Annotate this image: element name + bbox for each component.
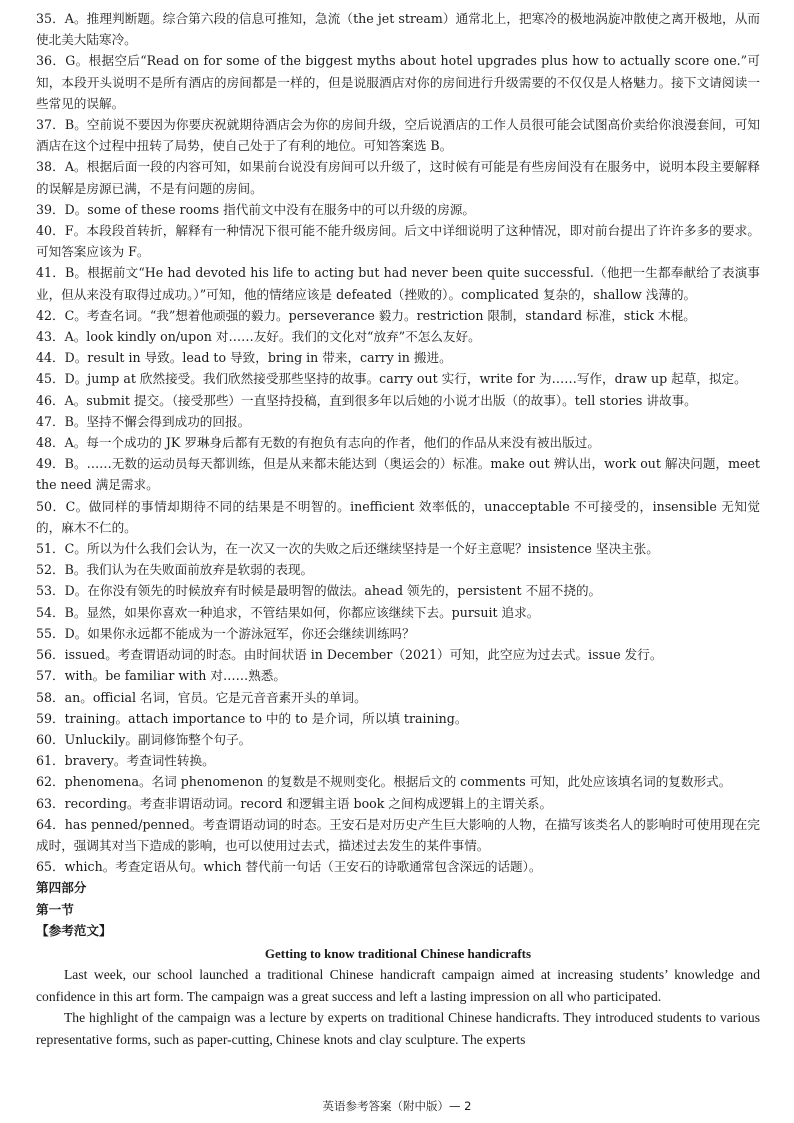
answer-item: 44．D。result in 导致。lead to 导致，bring in 带来，carry in 搬进。 (36, 350, 452, 366)
answer-item: 61．bravery。考查词性转换。 (36, 753, 215, 769)
answer-key-page (36, 8, 760, 1050)
essay-title: Getting to know traditional Chinese handicrafts (264, 945, 532, 961)
answer-item: 63．recording。考查非谓语动词。record 和逻辑主语 book 之间构成逻辑上的主谓关系。 (36, 795, 553, 811)
answer-item: 49．B。……无数的运动员每天都训练，但是从来都未能达到（奥运会的）标准。make out 辨认出，work out 解决问题，meet the need 满足需求。 (36, 456, 760, 493)
answer-item: 54．B。显然，如果你喜欢一种追求，不管结果如何，你都应该继续下去。pursuit 追求。 (36, 604, 540, 620)
answer-item: 40．F。本段段首转折，解释有一种情况下很可能不能升级房间。后文中详细说明了这种情况，即对前台提出了许许多多的要求。可知答案应该为 F。 (36, 223, 760, 260)
answer-item: 46．A。submit 提交。（接受那些）一直坚持投稿，直到很多年以后她的小说才出版（的故事）。tell stories 讲故事。 (36, 392, 697, 408)
answer-list (36, 8, 760, 877)
answer-item: 36．G。根据空后“Read on for some of the biggest myths about hotel upgrades plus how to actually score one.”可知，本段开头说明不是所有酒店的房间都是一样的，但是说服酒店对你的房间进行升级需要的不仅仅是人格魅力。接下文请阅读一些常见的误解。 (36, 53, 760, 111)
answer-item: 59．training。attach importance to 中的 to 是介词，所以填 training。 (36, 710, 468, 726)
answer-item: 39．D。some of these rooms 指代前文中没有在服务中的可以升级的房源。 (36, 201, 476, 217)
answer-item: 64．has penned/penned。考查谓语动词的时态。王安石是对历史产生巨大影响的人物，在描写该类名人的影响时可使用现在完成时，强调其对当下造成的影响，也可以使用过去式，描述过去发生的某件事情。 (36, 816, 760, 853)
answer-item: 50．C。做同样的事情却期待不同的结果是不明智的。inefficient 效率低的，unacceptable 不可接受的，insensible 无知觉的，麻木不仁的。 (36, 498, 760, 535)
section-part-heading: 第四部分 (36, 880, 87, 896)
answer-item: 58．an。official 名词，官员。它是元音音素开头的单词。 (36, 689, 367, 705)
answer-item: 43．A。look kindly on/upon 对……友好。我们的文化对“放弃”不怎么友好。 (36, 329, 481, 345)
answer-item: 38．A。根据后面一段的内容可知，如果前台说没有房间可以升级了，这时候有可能是有些房间没有在服务中，说明本段主要解释的误解是房源已满，不是有问题的房间。 (36, 159, 760, 196)
answer-item: 56．issued。考查谓语动词的时态。由时间状语 in December（2021）可知，此空应为过去式。issue 发行。 (36, 647, 663, 663)
sample-essay (36, 943, 760, 1050)
section-subsection-heading: 第一节 (36, 901, 74, 917)
answer-item: 57．with。be familiar with 对……熟悉。 (36, 668, 286, 684)
answer-item: 41．B。根据前文“He had devoted his life to acting but had never been quite successful.（他把一生都奉献给了表演事业，但从来没有取得过成功。）”可知，他的情绪应该是 defeated（挫败的）。complicated 复杂的，shallow 浅薄的。 (36, 265, 760, 302)
essay-paragraph: The highlight of the campaign was a lecture by experts on traditional Chinese handicrafts. They introduced students to various representative forms, such as paper-cutting, Chinese knots and clay sculpture. The experts (36, 1010, 760, 1047)
answer-item: 42．C。考查名词。“我”想着他顽强的毅力。perseverance 毅力。restriction 限制，standard 标准，stick 木棍。 (36, 307, 696, 323)
answer-item: 53．D。在你没有领先的时候放弃有时候是最明智的做法。ahead 领先的，persistent 不屈不挠的。 (36, 583, 602, 599)
answer-item: 52．B。我们认为在失败面前放弃是软弱的表现。 (36, 562, 314, 578)
answer-item: 37．B。空前说不要因为你要庆祝就期待酒店会为你的房间升级，空后说酒店的工作人员很可能会试图高价卖给你浪漫套间，可知酒店在这个过程中扭转了局势，使自己处于了有利的地位。可知答案选 B。 (36, 117, 760, 154)
answer-item: 48．A。每一个成功的 JK 罗琳身后都有无数的有抱负有志向的作者，他们的作品从来没有被出版过。 (36, 435, 600, 451)
answer-item: 35．A。推理判断题。综合第六段的信息可推知，急流（the jet stream）通常北上，把寒冷的极地涡旋冲散使之离开极地，从而使北美大陆寒冷。 (36, 11, 760, 48)
answer-item: 51．C。所以为什么我们会认为，在一次又一次的失败之后还继续坚持是一个好主意呢？insistence 坚决主张。 (36, 541, 659, 557)
answer-item: 65．which。考查定语从句。which 替代前一句话（王安石的诗歌通常包含深远的话题）。 (36, 859, 542, 875)
answer-item: 62．phenomena。名词 phenomenon 的复数是不规则变化。根据后文的 comments 可知，此处应该填名词的复数形式。 (36, 774, 732, 790)
answer-item: 47．B。坚持不懈会得到成功的回报。 (36, 413, 251, 429)
sample-essay-label: 【参考范文】 (36, 922, 112, 938)
answer-item: 45．D。jump at 欣然接受。我们欣然接受那些坚持的故事。carry out 实行，write for 为……写作，draw up 起草，拟定。 (36, 371, 747, 387)
answer-item: 55．D。如果你永远都不能成为一个游泳冠军，你还会继续训练吗？ (36, 625, 415, 641)
essay-paragraph: Last week, our school launched a traditional Chinese handicraft campaign aimed at increasing students’ knowledge and confidence in this art form. The campaign was a great success and left a lasting impression on all who participated. (36, 966, 760, 1004)
page-footer: 英语参考答案（附中版）— 2 (322, 1099, 472, 1113)
answer-item: 60．Unluckily。副词修饰整个句子。 (36, 731, 252, 747)
